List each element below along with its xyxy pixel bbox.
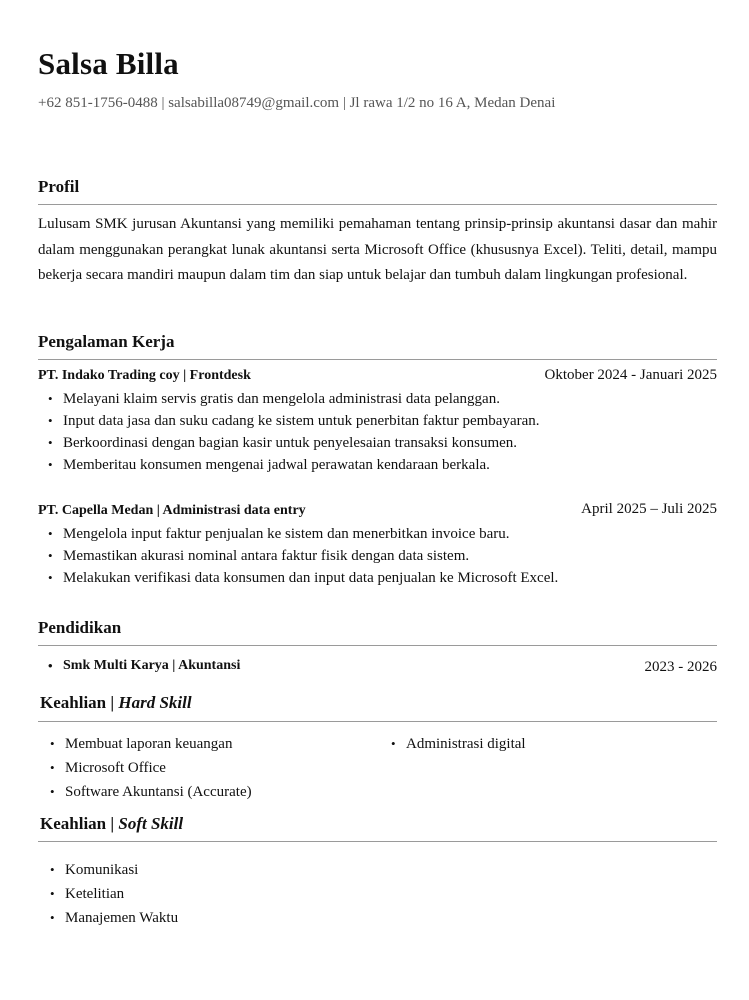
list-item: • Membuat laporan keuangan (40, 732, 252, 756)
list-item: • Berkoordinasi dengan bagian kasir untuk penyelesaian transaksi konsumen. (38, 432, 540, 454)
section-title-prefix: Keahlian | (40, 693, 115, 712)
job-bullet-list (38, 523, 558, 589)
profil-text: Lulusam SMK jurusan Akuntansi yang memiliki pemahaman tentang prinsip-prinsip akuntansi dasar dan mahir dalam menggunakan perangkat lunak akuntansi serta Microsoft Office (khususnya Excel). Teliti, detail, mampu bekerja secara mandiri maupun dalam tim dan siap untuk belajar dan tumbuh dalam lingkungan profesional. (38, 216, 717, 283)
section-divider (38, 204, 717, 205)
section-divider (38, 359, 717, 360)
section-title-education: Pendidikan (38, 618, 122, 637)
list-item: • Komunikasi (40, 858, 178, 882)
section-divider (38, 721, 717, 722)
list-item: • Melayani klaim servis gratis dan mengelola administrasi data pelanggan. (38, 388, 540, 410)
section-title-soft-skill (40, 814, 183, 834)
list-item: • Mengelola input faktur penjualan ke sistem dan menerbitkan invoice baru. (38, 523, 558, 545)
job-heading: PT. Capella Medan | Administrasi data entry (38, 503, 306, 518)
list-item: • Administrasi digital (381, 732, 526, 756)
section-title-hard-skill (40, 693, 192, 713)
section-title-italic: Hard Skill (118, 693, 192, 712)
list-item: • Memberitau konsumen mengenai jadwal perawatan kendaraan berkala. (38, 454, 540, 476)
section-title-experience: Pengalaman Kerja (38, 332, 175, 351)
candidate-name: Salsa Billa (38, 46, 179, 81)
section-title-italic: Soft Skill (118, 814, 184, 833)
job-bullet-list (38, 388, 540, 476)
list-item: • Ketelitian (40, 882, 178, 906)
hard-skill-list-right (381, 732, 526, 756)
list-item: • Microsoft Office (40, 756, 252, 780)
list-item: • Software Akuntansi (Accurate) (40, 780, 252, 804)
education-date: 2023 - 2026 (644, 659, 717, 675)
section-title-prefix: Keahlian | (40, 814, 115, 833)
section-divider (38, 841, 717, 842)
job-date: Oktober 2024 - Januari 2025 (544, 367, 717, 383)
list-item: • Memastikan akurasi nominal antara faktur fisik dengan data sistem. (38, 545, 558, 567)
list-item: • Manajemen Waktu (40, 906, 178, 930)
education-entry: • Smk Multi Karya | Akuntansi (38, 658, 240, 674)
job-heading: PT. Indako Trading coy | Frontdesk (38, 368, 251, 383)
hard-skill-list-left (40, 732, 252, 804)
list-item: • Melakukan verifikasi data konsumen dan input data penjualan ke Microsoft Excel. (38, 567, 558, 589)
contact-line: +62 851-1756-0488 | salsabilla08749@gmail.com | Jl rawa 1/2 no 16 A, Medan Denai (38, 95, 556, 111)
section-title-profil: Profil (38, 177, 80, 196)
list-item: • Input data jasa dan suku cadang ke sistem untuk penerbitan faktur pembayaran. (38, 410, 540, 432)
soft-skill-list (40, 858, 178, 930)
job-date: April 2025 – Juli 2025 (581, 501, 717, 517)
section-divider (38, 645, 717, 646)
